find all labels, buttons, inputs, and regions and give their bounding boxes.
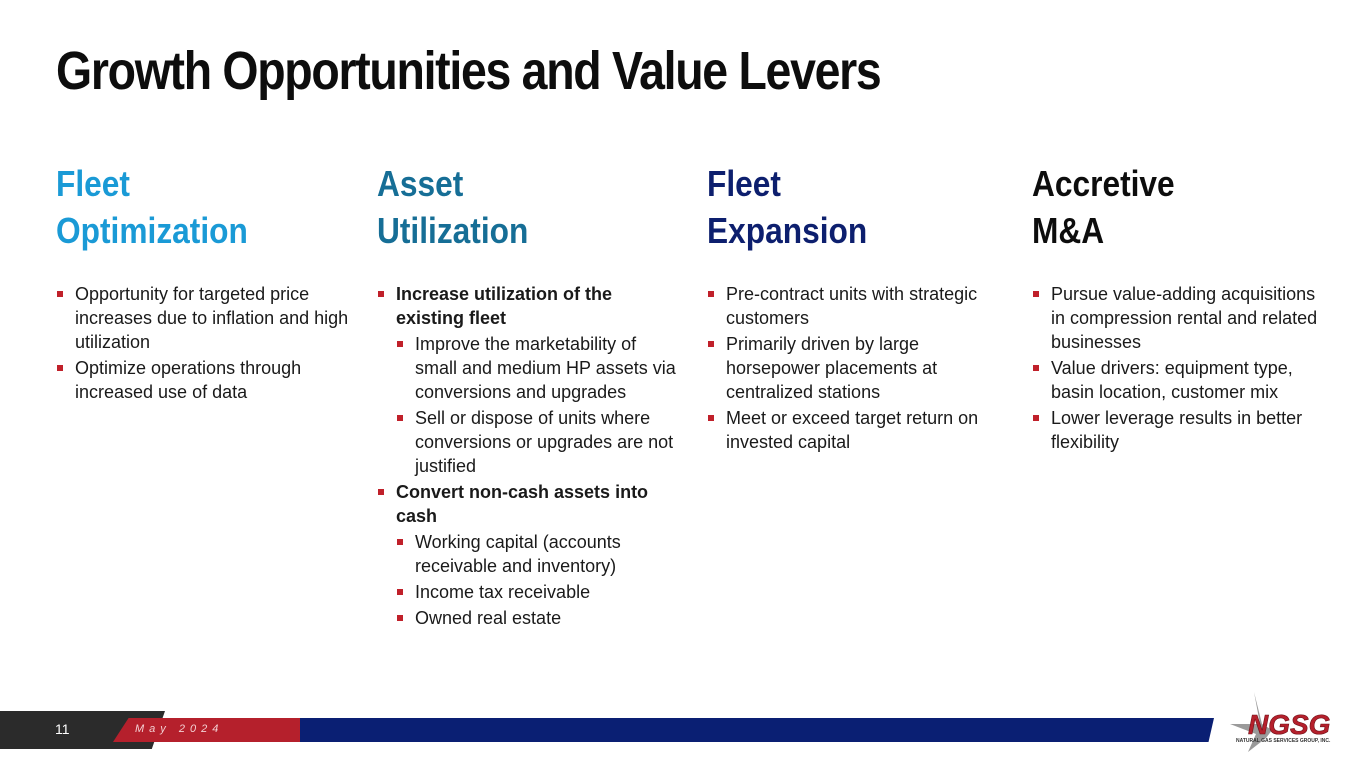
footer-date: May 2024 [135, 723, 224, 735]
footer-bar [300, 718, 1214, 742]
bullet-item [377, 480, 677, 630]
logo-caption: NATURAL GAS SERVICES GROUP, INC. [1236, 738, 1331, 744]
bullet-item: Optimize operations through increased use of data [56, 356, 356, 404]
heading-line: M&A [1032, 210, 1105, 251]
bullet-list [377, 282, 677, 630]
sub-bullet-item: Owned real estate [396, 606, 677, 630]
bullet-item: Opportunity for targeted price increases due to inflation and high utilization [56, 282, 356, 354]
bullet-item: Value drivers: equipment type, basin location, customer mix [1032, 356, 1332, 404]
column-heading [707, 160, 962, 254]
sub-bullet-item: Improve the marketability of small and medium HP assets via conversions and upgrades [396, 332, 677, 404]
sub-bullet-list [396, 530, 677, 630]
sub-bullet-item: Sell or dispose of units where conversions or upgrades are not justified [396, 406, 677, 478]
column-fleet-expansion [707, 160, 997, 456]
bullet-item: Meet or exceed target return on invested capital [707, 406, 997, 454]
logo-text: NGSG [1248, 709, 1331, 740]
heading-line: Expansion [707, 210, 868, 251]
bullet-text: Convert non-cash assets into cash [396, 482, 649, 526]
column-accretive-ma [1032, 160, 1332, 456]
heading-line: Utilization [377, 210, 529, 251]
heading-line: Fleet [707, 163, 781, 204]
company-logo [1228, 690, 1338, 754]
page-title: Growth Opportunities and Value Levers [56, 41, 881, 101]
page-number: 11 [55, 721, 70, 737]
bullet-text: Increase utilization of the existing fleet [396, 284, 613, 328]
sub-bullet-list [396, 332, 677, 478]
bullet-item: Primarily driven by large horsepower placements at centralized stations [707, 332, 997, 404]
column-asset-utilization [377, 160, 677, 632]
column-fleet-optimization [56, 160, 356, 406]
bullet-item [377, 282, 677, 478]
heading-line: Accretive [1032, 163, 1175, 204]
sub-bullet-item: Working capital (accounts receivable and inventory) [396, 530, 677, 578]
bullet-item: Pursue value-adding acquisitions in compression rental and related businesses [1032, 282, 1332, 354]
heading-line: Optimization [56, 210, 248, 251]
column-heading [377, 160, 641, 254]
bullet-list [56, 282, 356, 404]
sub-bullet-item: Income tax receivable [396, 580, 677, 604]
bullet-list [1032, 282, 1332, 454]
bullet-list [707, 282, 997, 454]
column-heading [56, 160, 320, 254]
bullet-item: Pre-contract units with strategic customers [707, 282, 997, 330]
heading-line: Fleet [56, 163, 130, 204]
column-heading [1032, 160, 1296, 254]
bullet-item: Lower leverage results in better flexibility [1032, 406, 1332, 454]
heading-line: Asset [377, 163, 464, 204]
